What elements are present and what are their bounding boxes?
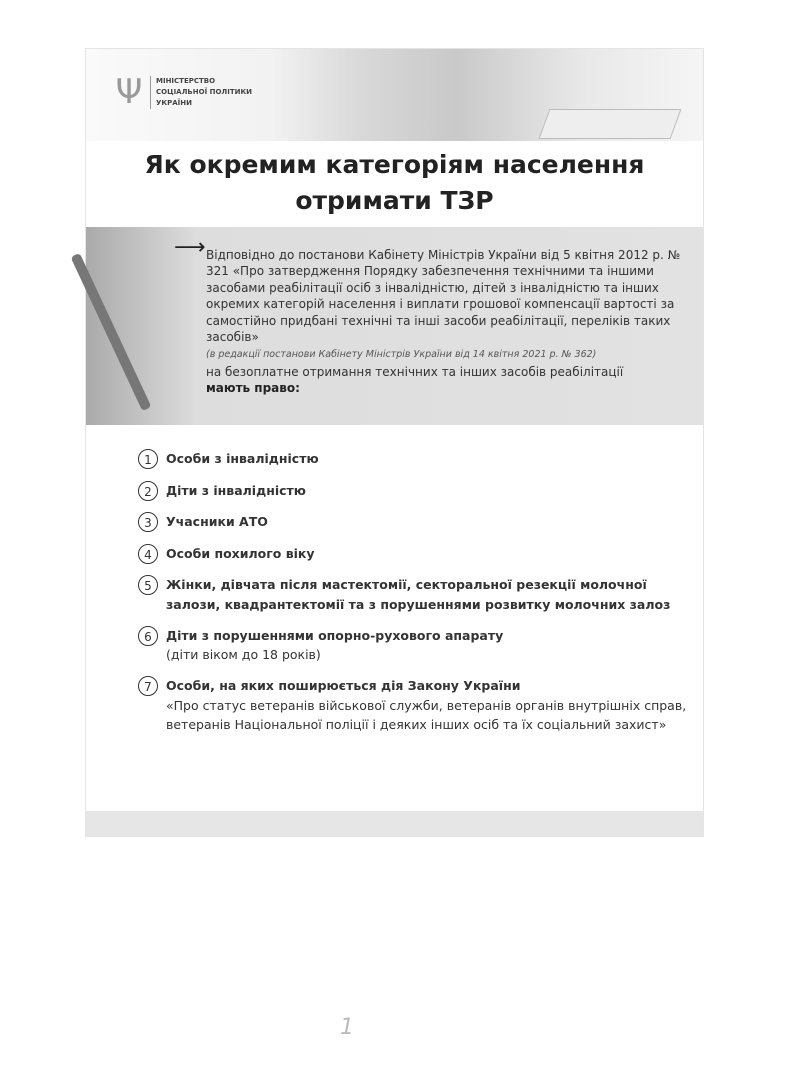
intro-note: (в редакції постанови Кабінету Міністрів України від 14 квітня 2021 р. № 362) bbox=[206, 349, 597, 361]
item-content bbox=[166, 626, 503, 665]
list-item bbox=[138, 449, 698, 469]
number-badge: 3 bbox=[138, 512, 158, 532]
list-item bbox=[138, 676, 698, 735]
list-item bbox=[138, 626, 698, 665]
item-content bbox=[166, 449, 319, 469]
item-content bbox=[166, 676, 698, 735]
number-badge: 5 bbox=[138, 575, 158, 595]
number-badge: 6 bbox=[138, 626, 158, 646]
item-text: Жінки, дівчата після мастектомії, секторальної резекції молочної залози, квадрантектомії та з порушеннями розвитку молочних залоз bbox=[166, 577, 671, 612]
item-text: Особи з інвалідністю bbox=[166, 451, 319, 466]
number-badge: 7 bbox=[138, 676, 158, 696]
ministry-logo bbox=[114, 69, 252, 115]
list-item bbox=[138, 575, 698, 614]
category-list bbox=[138, 449, 698, 746]
item-subtext: (діти віком до 18 років) bbox=[166, 647, 321, 662]
intro-emphasis: мають право: bbox=[206, 381, 300, 396]
intro-section bbox=[86, 227, 703, 425]
intro-tail: на безоплатне отримання технічних та інших засобів реабілітації bbox=[206, 364, 624, 379]
footer-band bbox=[86, 811, 703, 836]
item-text: Особи, на яких поширюється дія Закону України bbox=[166, 678, 521, 693]
list-item bbox=[138, 481, 698, 501]
trident-icon: Ψ bbox=[115, 72, 143, 112]
item-content bbox=[166, 575, 698, 614]
number-badge: 4 bbox=[138, 544, 158, 564]
list-item bbox=[138, 512, 698, 532]
header-photo bbox=[86, 49, 703, 141]
pen-image bbox=[71, 253, 152, 411]
leaflet bbox=[85, 48, 704, 837]
number-badge: 2 bbox=[138, 481, 158, 501]
laptop-image bbox=[539, 109, 682, 139]
page-number-mark: 1 bbox=[340, 1015, 354, 1040]
item-subtext: «Про статус ветеранів військової служби, ветеранів органів внутрішніх справ, ветеранів Національної поліції і деяких інших осіб та їх соціальний захист» bbox=[166, 697, 687, 732]
item-text: Учасники АТО bbox=[166, 514, 268, 529]
item-content bbox=[166, 512, 268, 532]
number-badge: 1 bbox=[138, 449, 158, 469]
item-content bbox=[166, 544, 315, 564]
intro-text bbox=[206, 247, 696, 397]
title-line-1: Як окремим категоріям населення bbox=[144, 150, 645, 179]
logo-line: УКРАЇНИ bbox=[156, 98, 192, 107]
arrow-right-icon: ⟶ bbox=[174, 235, 206, 260]
logo-line: СОЦІАЛЬНОЇ ПОЛІТИКИ bbox=[156, 87, 253, 96]
title-line-2: отримати ТЗР bbox=[295, 186, 494, 215]
item-text: Діти з порушеннями опорно-рухового апарату bbox=[166, 627, 504, 643]
page-title bbox=[86, 147, 703, 219]
item-content bbox=[166, 481, 306, 501]
intro-body: Відповідно до постанови Кабінету Міністрів України від 5 квітня 2012 р. № 321 «Про затвердження Порядку забезпечення технічними та іншими засобами реабілітації осіб з інвалідністю, дітей з інвалідністю та інших окремих категорій населення і виплати грошової компенсації вартості за самостійно придбані технічні та інші засоби реабілітації, переліків таких засобів» bbox=[206, 248, 681, 345]
item-text: Особи похилого віку bbox=[166, 545, 315, 561]
list-item bbox=[138, 544, 698, 564]
ministry-name bbox=[150, 76, 252, 109]
logo-line: МІНІСТЕРСТВО bbox=[156, 76, 216, 85]
item-text: Діти з інвалідністю bbox=[166, 482, 306, 498]
